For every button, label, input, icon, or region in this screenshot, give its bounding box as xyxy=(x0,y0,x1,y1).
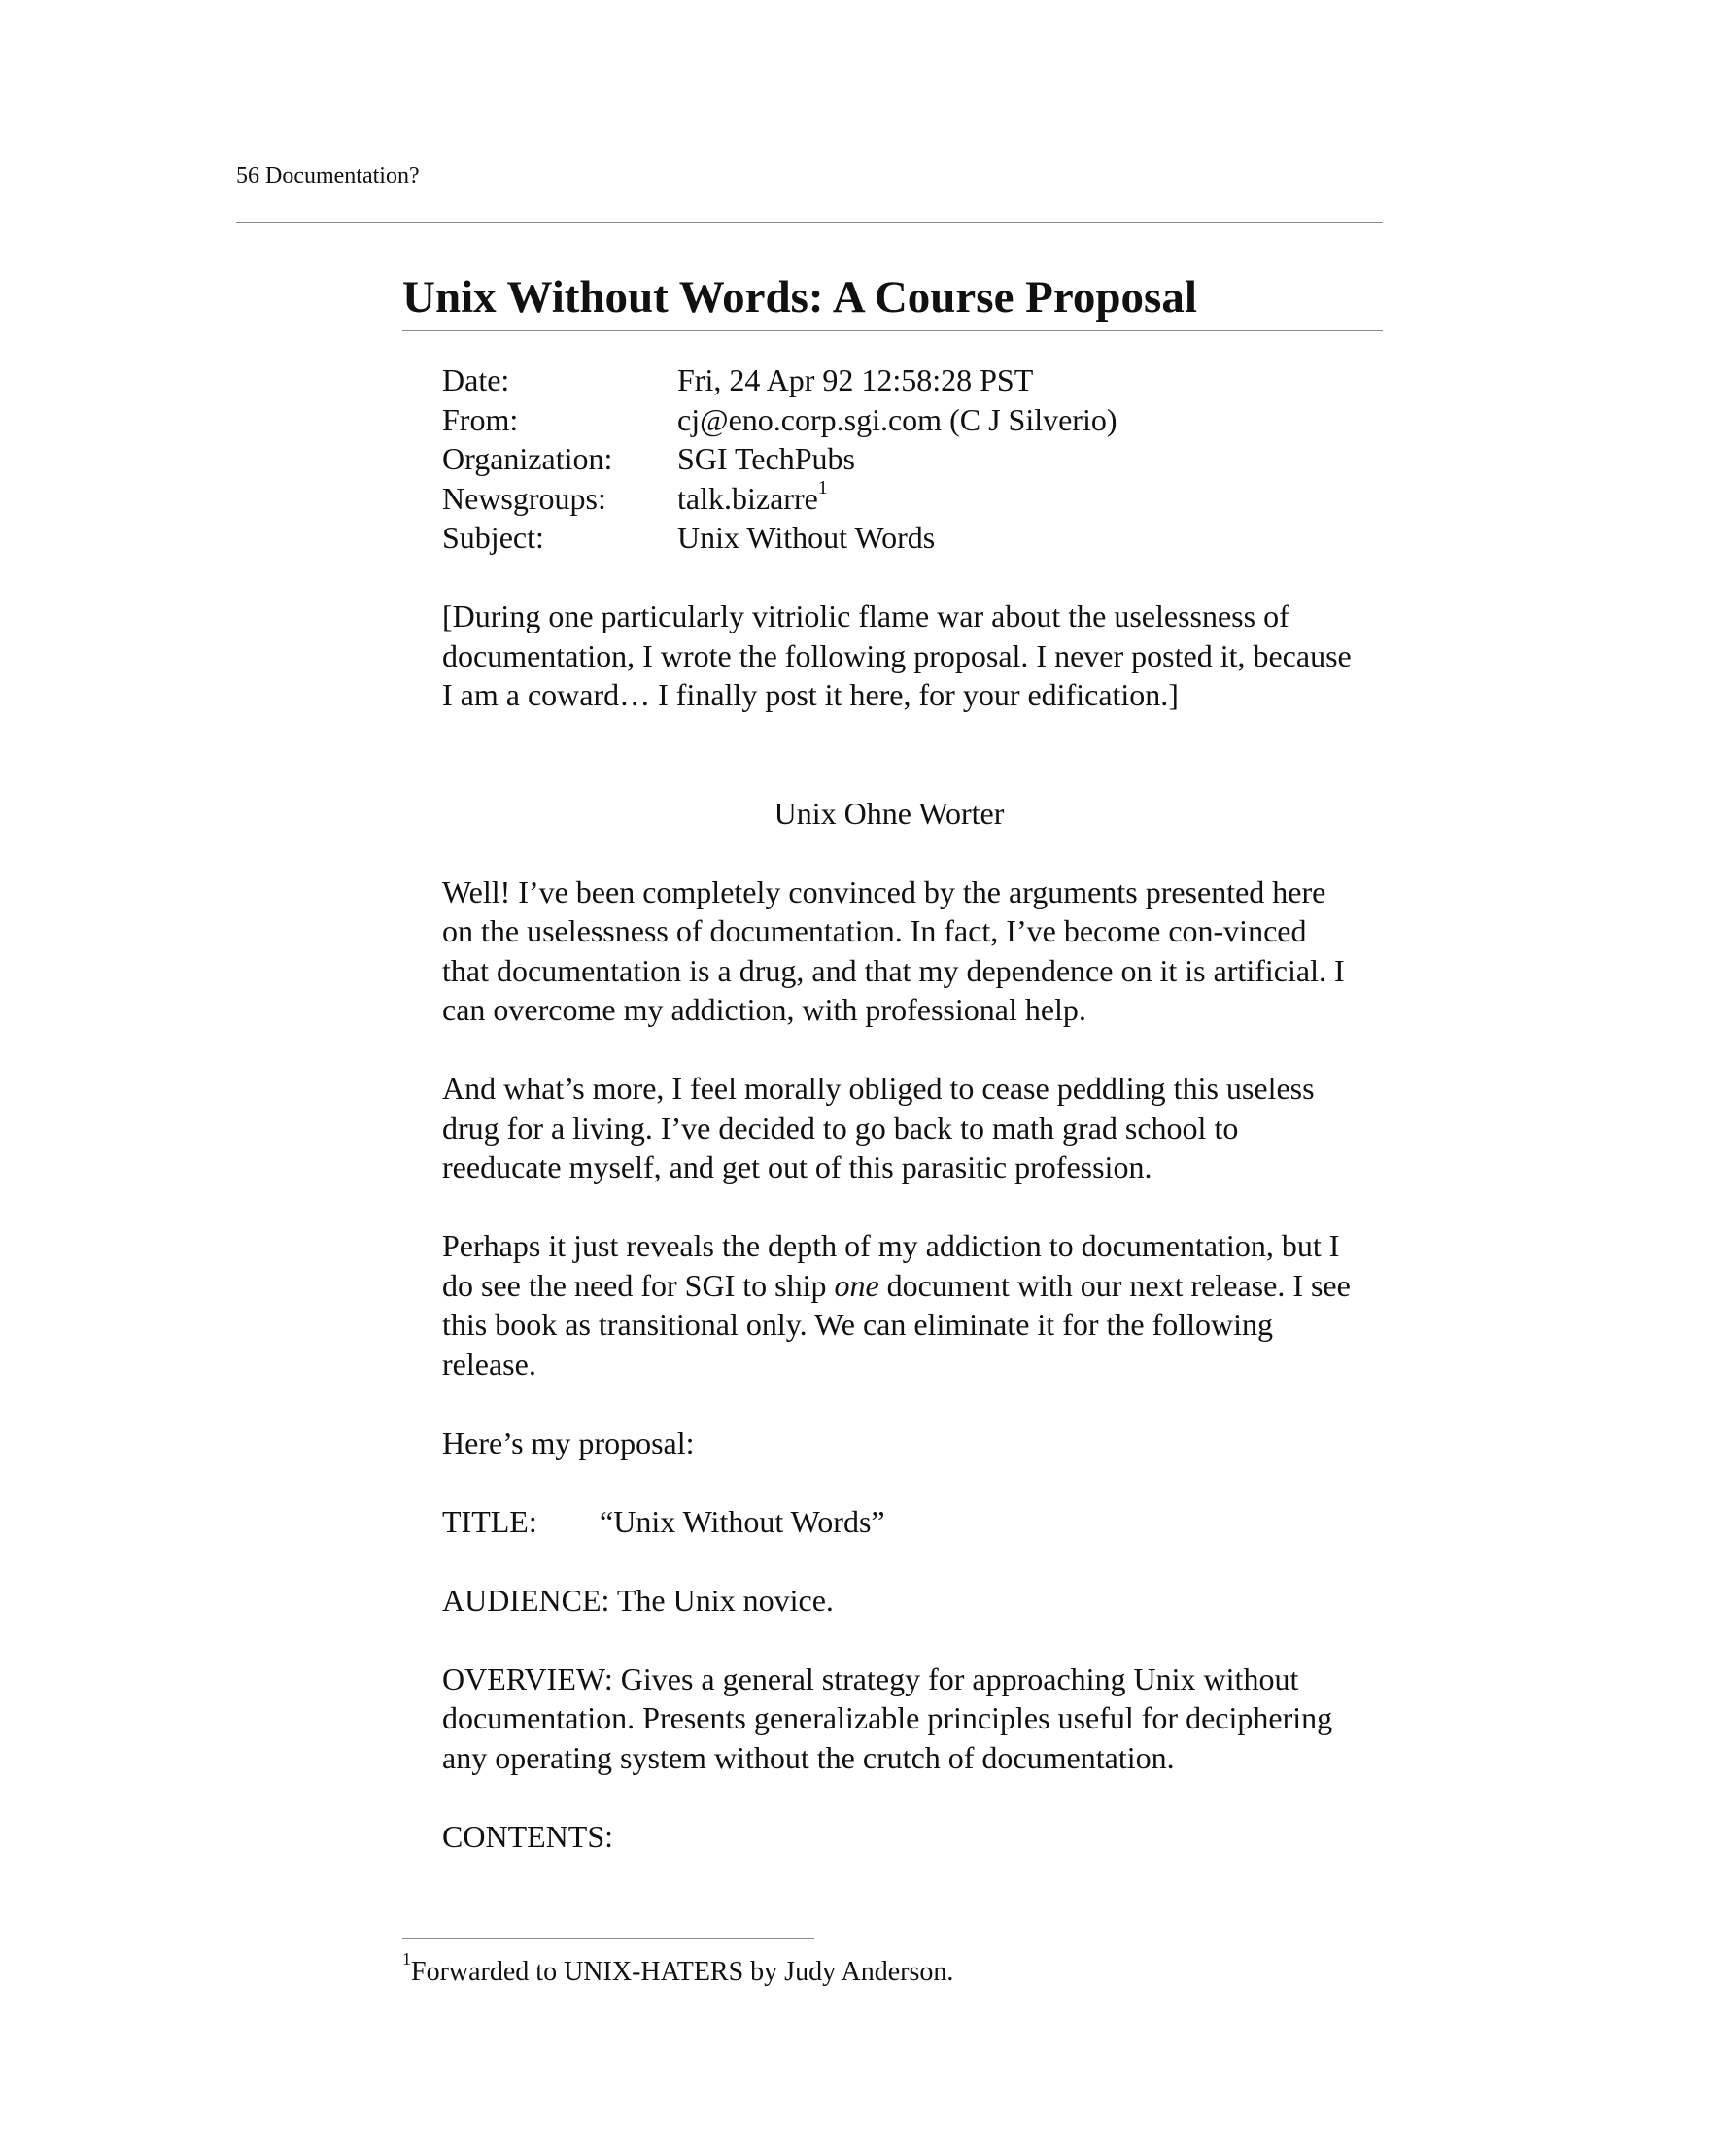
footnote-mark: 1 xyxy=(402,1948,411,1968)
header-rule xyxy=(236,222,1383,223)
newsgroup-name: talk.bizarre xyxy=(677,480,818,516)
header-row-from xyxy=(442,400,1117,440)
footnote-rule xyxy=(402,1938,814,1939)
message-headers xyxy=(442,360,1117,558)
header-value: Fri, 24 Apr 92 12:58:28 PST xyxy=(677,362,1034,397)
header-row-date xyxy=(442,360,1117,400)
header-key: Subject: xyxy=(442,520,544,555)
header-value: cj@eno.corp.sgi.com (C J Silverio) xyxy=(677,401,1117,437)
proposal-audience: AUDIENCE: The Unix novice. xyxy=(442,1582,834,1618)
proposal-contents: CONTENTS: xyxy=(442,1818,613,1854)
header-key: Organization: xyxy=(442,441,613,476)
paragraph-text: Perhaps it just reveals the depth of my addiction to documentation, but I do see the need for SGI to ship xyxy=(442,1228,1340,1303)
header-row-subject xyxy=(442,518,1117,558)
header-value: SGI TechPubs xyxy=(677,441,855,476)
body-paragraph: And what’s more, I feel morally obliged to cease peddling this useless drug for a living. I’ve decided to go back to math grad school to reeducate myself, and get out of this parasitic profession. xyxy=(442,1071,1315,1184)
article-body xyxy=(442,360,1356,1856)
footnote-reference: 1 xyxy=(817,476,828,498)
header-value: Unix Without Words xyxy=(677,520,936,555)
intro-paragraph: [During one particularly vitriolic flame war about the uselessness of documentation, I wrote the following proposal. I never posted it, because I am a coward… I finally post it here, for your edification.] xyxy=(442,599,1352,712)
proposal-title-value: “Unix Without Words” xyxy=(600,1503,885,1539)
subtitle: Unix Ohne Worter xyxy=(774,795,1005,831)
body-paragraph xyxy=(442,1226,1356,1384)
body-paragraph: Well! I’ve been completely convinced by the arguments presented here on the uselessness of documentation. In fact, I’ve become con-vinced that documentation is a drug, and that my dependence on it is artificial. I can overcome my addiction, with professional help. xyxy=(442,873,1345,1027)
title-rule xyxy=(402,330,1383,331)
header-row-newsgroups xyxy=(442,479,1117,519)
proposal-overview: OVERVIEW: Gives a general strategy for approaching Unix without documentation. Presents generalizable principles useful for deciphering any operating system without the crutch of documentation. xyxy=(442,1660,1333,1775)
footnote-text: Forwarded to UNIX-HATERS by Judy Anderson. xyxy=(411,1957,954,1987)
header-key: Date: xyxy=(442,362,510,397)
emphasis: one xyxy=(834,1267,879,1303)
section-title: Unix Without Words: A Course Proposal xyxy=(402,272,1197,323)
paragraph-text: document with our next release. I see this book as transitional only. We can eliminate it for the following release. xyxy=(442,1267,1351,1382)
footnote xyxy=(402,1948,954,1989)
header-value xyxy=(677,476,1117,519)
header-row-organization xyxy=(442,439,1117,479)
body-paragraph: Here’s my proposal: xyxy=(442,1424,695,1460)
proposal-title-label: TITLE: xyxy=(442,1503,537,1539)
proposal-title xyxy=(442,1502,1356,1542)
running-head: 56 Documentation? xyxy=(236,163,420,188)
header-key: Newsgroups: xyxy=(442,480,606,516)
header-key: From: xyxy=(442,401,519,437)
